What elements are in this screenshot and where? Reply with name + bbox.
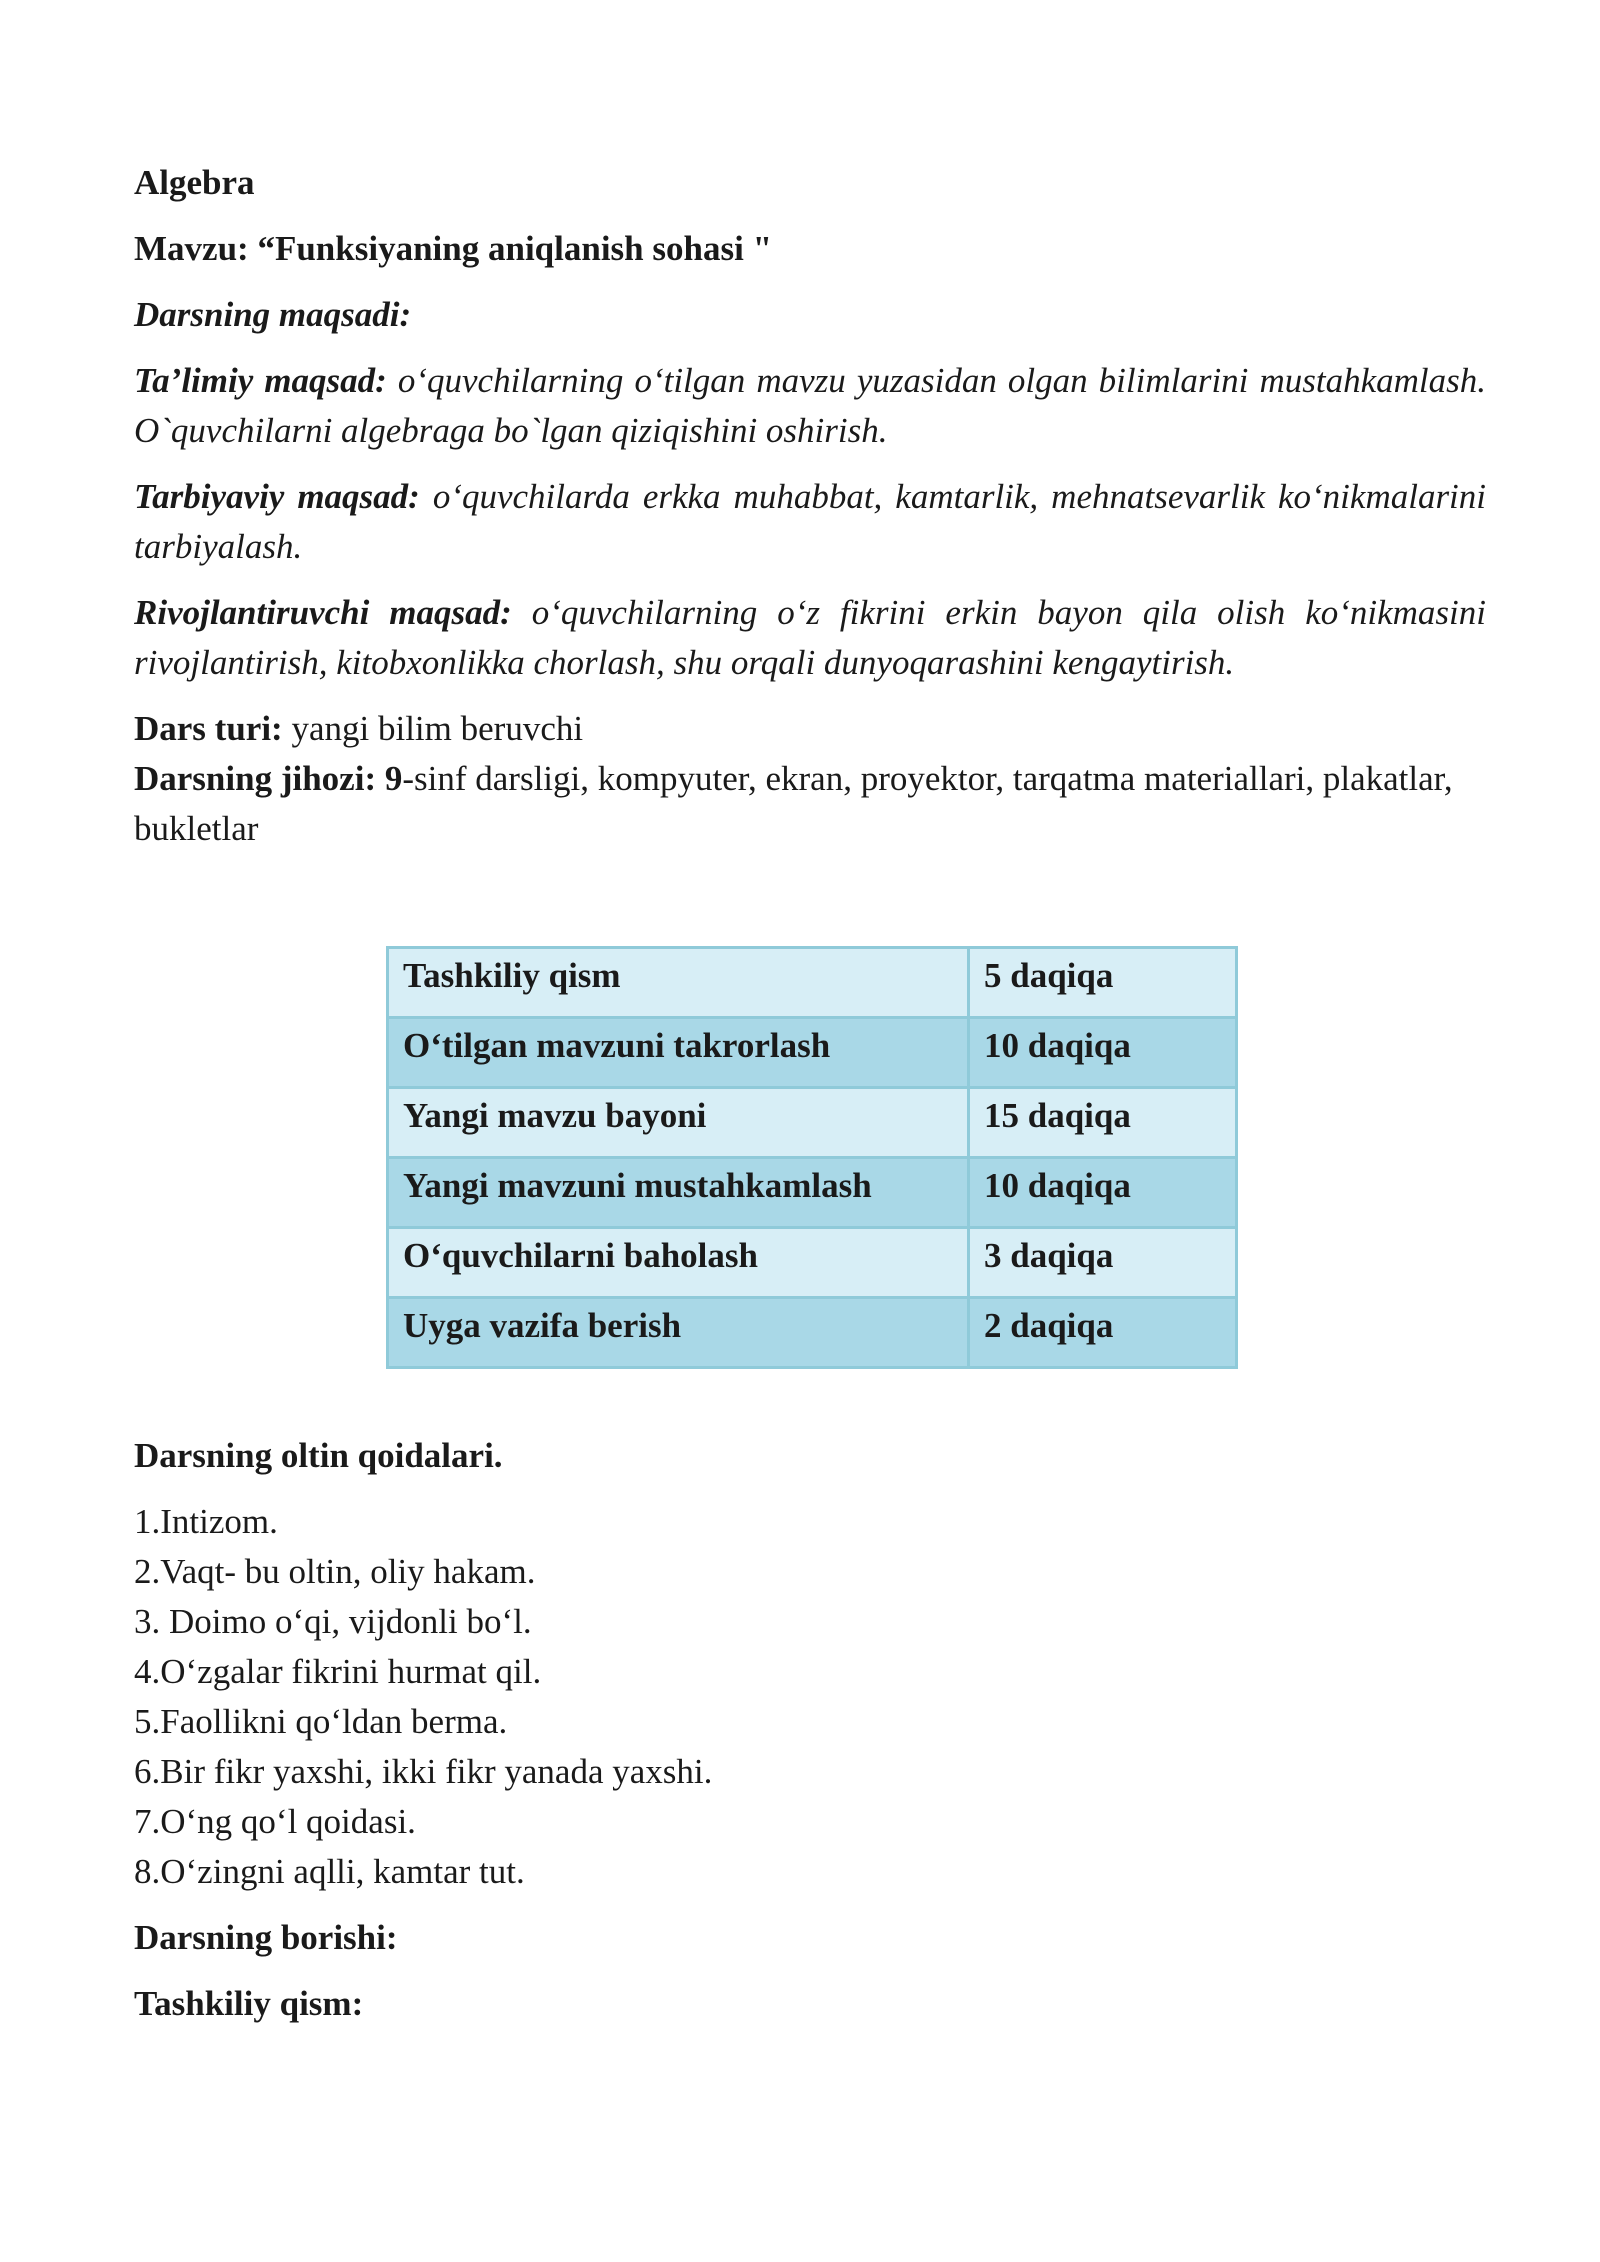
equipment-line xyxy=(134,754,1486,854)
stage-cell: Tashkiliy qism xyxy=(388,948,969,1018)
time-cell: 5 daqiqa xyxy=(969,948,1237,1018)
progress-heading: Darsning borishi: xyxy=(134,1918,398,1957)
lesson-type-label: Dars turi: xyxy=(134,709,283,748)
stage-cell: O‘tilgan mavzuni takrorlash xyxy=(388,1018,969,1088)
topic-label: Mavzu: xyxy=(134,229,249,268)
table-row xyxy=(388,1228,1237,1298)
stage-cell: O‘quvchilarni baholash xyxy=(388,1228,969,1298)
list-item: 4.O‘zgalar fikrini hurmat qil. xyxy=(134,1652,542,1691)
time-cell: 2 daqiqa xyxy=(969,1298,1237,1368)
table-row xyxy=(388,1018,1237,1088)
table-row xyxy=(388,1088,1237,1158)
goals-heading: Darsning maqsadi: xyxy=(134,295,412,334)
goal-developmental xyxy=(134,588,1486,688)
lesson-plan-table xyxy=(386,946,1238,1369)
equipment-grade: 9 xyxy=(376,759,403,798)
goal-upbringing xyxy=(134,472,1486,572)
equipment-text: -sinf darsligi, kompyuter, ekran, proyektor, tarqatma materiallari, plakatlar, bukletlar xyxy=(134,759,1453,848)
stage-cell: Uyga vazifa berish xyxy=(388,1298,969,1368)
goal-upbringing-label: Tarbiyaviy maqsad: xyxy=(134,477,420,516)
goal-upbringing-text: o‘quvchilarda erkka muhabbat, kamtarlik, mehnatsevarlik ko‘nikmalarini tarbiyalash. xyxy=(134,477,1487,566)
list-item: 6.Bir fikr yaxshi, ikki fikr yanada yaxshi. xyxy=(134,1752,713,1791)
time-cell: 3 daqiqa xyxy=(969,1228,1237,1298)
stage-cell: Yangi mavzuni mustahkamlash xyxy=(388,1158,969,1228)
rules-heading: Darsning oltin qoidalari. xyxy=(134,1436,503,1475)
list-item: 3. Doimo o‘qi, vijdonli bo‘l. xyxy=(134,1602,532,1641)
goal-educational-label: Ta’limiy maqsad: xyxy=(134,361,387,400)
table-row xyxy=(388,1158,1237,1228)
rules-list xyxy=(134,1497,1486,1897)
lesson-type-text: yangi bilim beruvchi xyxy=(282,709,584,748)
list-item: 5.Faollikni qo‘ldan berma. xyxy=(134,1702,508,1741)
goal-educational-text: o‘quvchilarning o‘tilgan mavzu yuzasidan olgan bilimlarini mustahkamlash. O`quvchilarni algebraga bo`lgan qiziqishini oshirish. xyxy=(134,361,1486,450)
goal-developmental-label: Rivojlantiruvchi maqsad: xyxy=(134,593,512,632)
document-page xyxy=(134,158,1486,2029)
time-cell: 10 daqiqa xyxy=(969,1158,1237,1228)
table-row xyxy=(388,1298,1237,1368)
time-cell: 10 daqiqa xyxy=(969,1018,1237,1088)
goal-developmental-text: o‘quvchilarning o‘z fikrini erkin bayon qila olish ko‘nikmasini rivojlantirish, kitobxonlikka chorlash, shu orqali dunyoqarashini kengaytirish. xyxy=(134,593,1486,682)
lesson-type-line xyxy=(134,704,1486,754)
subject-title: Algebra xyxy=(134,163,255,202)
time-cell: 15 daqiqa xyxy=(969,1088,1237,1158)
equipment-label: Darsning jihozi: xyxy=(134,759,377,798)
list-item: 1.Intizom. xyxy=(134,1502,278,1541)
table-row xyxy=(388,948,1237,1018)
section-heading: Tashkiliy qism: xyxy=(134,1984,364,2023)
topic-line xyxy=(134,224,1486,274)
topic-text: “Funksiyaning aniqlanish sohasi " xyxy=(257,229,772,268)
list-item: 7.O‘ng qo‘l qoidasi. xyxy=(134,1802,416,1841)
list-item: 2.Vaqt- bu oltin, oliy hakam. xyxy=(134,1552,536,1591)
goal-educational xyxy=(134,356,1486,456)
stage-cell: Yangi mavzu bayoni xyxy=(388,1088,969,1158)
list-item: 8.O‘zingni aqlli, kamtar tut. xyxy=(134,1852,525,1891)
